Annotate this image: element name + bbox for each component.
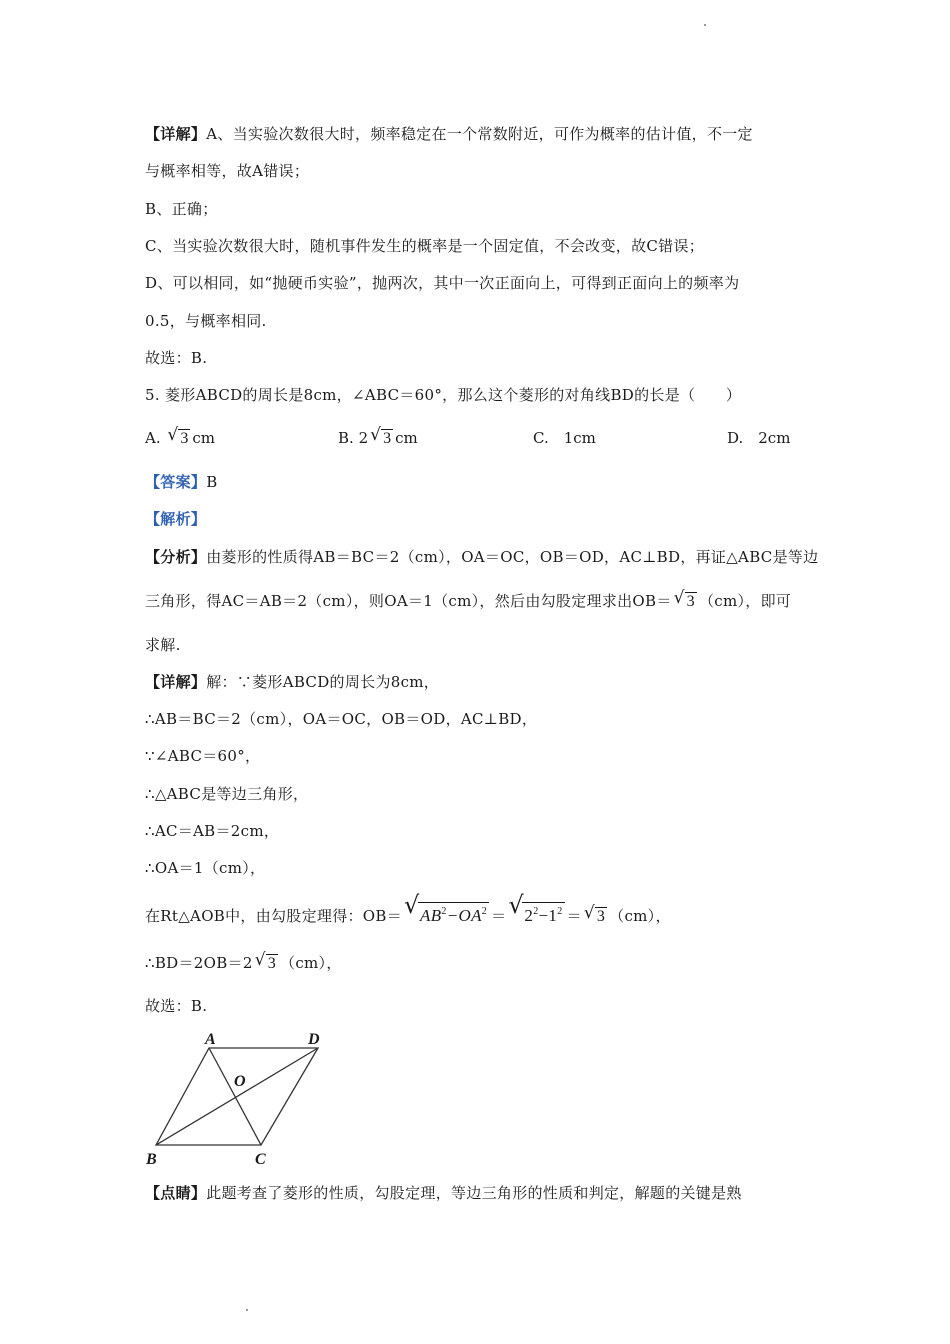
q5-stem: 5. 菱形ABCD的周长是8cm，∠ABC＝60°，那么这个菱形的对角线BD的长是（ ） [145,386,742,404]
rhombus-diagram [140,1028,340,1170]
option-d: D. 2cm [727,429,791,447]
detail-line-6: ∴OA＝1（cm）， [145,859,266,877]
diagonal-ac [209,1048,261,1145]
detail-line-2: ∴AB＝BC＝2（cm），OA＝OC，OB＝OD，AC⊥BD， [145,710,538,728]
q5-choice: 故选：B. [145,997,208,1015]
sqrt-symbol: √ 3 [370,425,392,447]
label-d: D [308,1031,320,1048]
fenxi-line-2: 三角形，得AC＝AB＝2（cm），则OA＝1（cm），然后由勾股定理求出OB＝ √ 3 （cm），即可 [145,588,792,610]
speck [246,1309,248,1311]
fenxi-line-3: 求解. [145,636,181,654]
q4-detail-line-4: C、当实验次数很大时，随机事件发生的概率是一个固定值，不会改变，故C错误； [145,237,705,255]
q4-detail-line-1: 【详解】A、当实验次数很大时，频率稳定在一个常数附近，可作为概率的估计值，不一定 [145,125,753,143]
detail-line-5: ∴AC＝AB＝2cm， [145,822,280,840]
sqrt-symbol: √ 3 [673,588,695,610]
sqrt-expression: √ $AB^2-OA^2$ [404,891,488,925]
diagonal-bd [156,1048,318,1145]
q4-detail-line-3: B、正确； [145,200,218,218]
speck [704,24,706,26]
q4-detail-line-6: 0.5，与概率相同. [145,312,267,330]
sqrt-symbol: √ 3 [254,950,277,972]
option-a: A. √ 3 cm [145,425,216,447]
detail-line-4: ∴△ABC是等边三角形， [145,785,309,803]
detail-line-7: 在Rt△AOB中，由勾股定理得：OB＝ √ $AB^2-OA^2$ ＝ √ $2^2-1^2$ ＝ √ 3 （cm）， [145,891,671,925]
sqrt-symbol: √ 3 [583,903,606,925]
detail-line-3: ∵∠ABC＝60°， [145,747,261,765]
label-o: O [234,1073,246,1090]
label-a: A [205,1031,216,1048]
answer-line: 【答案】B [145,473,218,491]
detail-line-8: ∴BD＝2OB＝2 √ 3 （cm）， [145,950,342,972]
q4-detail-line-2: 与概率相等，故A错误； [145,162,310,180]
q4-detail-line-5: D、可以相同，如“抛硬币实验”，抛两次，其中一次正面向上，可得到正面向上的频率为 [145,274,740,292]
option-c: C. 1cm [533,429,596,447]
sqrt-symbol: √ 3 [167,425,189,447]
dianjing-line: 【点睛】此题考查了菱形的性质，勾股定理，等边三角形的性质和判定，解题的关键是熟 [145,1184,742,1202]
detail-line-1: 【详解】解：∵菱形ABCD的周长为8cm， [145,673,440,691]
analysis-heading: 【解析】 [145,510,207,528]
q4-choice: 故选：B. [145,349,208,367]
option-b: B. 2 √ 3 cm [338,425,418,447]
sqrt-expression: √ $2^2-1^2$ [508,891,563,925]
fenxi-line-1: 【分析】由菱形的性质得AB＝BC＝2（cm），OA＝OC，OB＝OD，AC⊥BD，再证△ABC是等边 [145,548,819,566]
label-c: C [255,1151,266,1168]
label-b: B [146,1151,157,1168]
